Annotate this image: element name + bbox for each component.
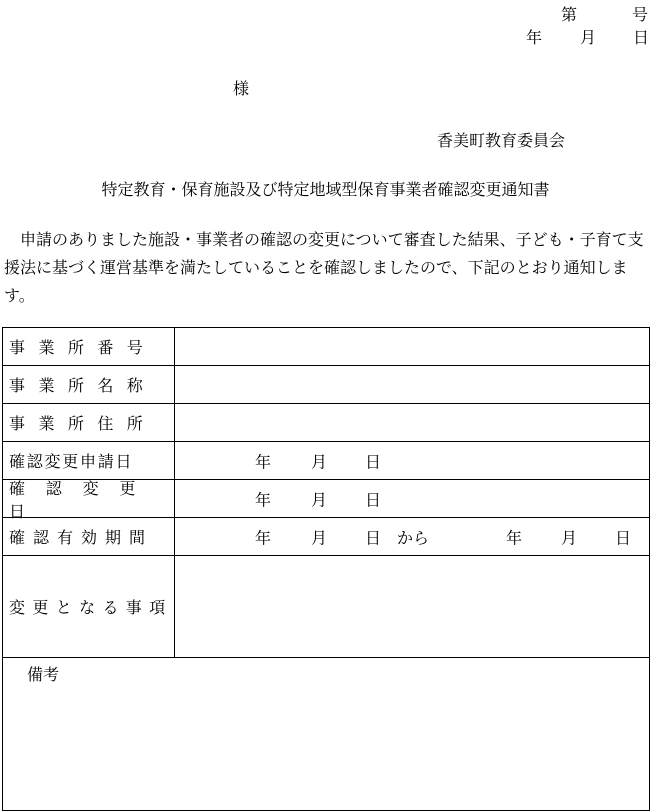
date-month: 月 xyxy=(580,28,597,47)
row-changed-items xyxy=(3,556,649,658)
from-label: から xyxy=(397,528,430,547)
number-dai: 第 xyxy=(561,5,578,24)
value-changed-items xyxy=(175,556,649,657)
issuer: 香美町教育委員会 xyxy=(437,131,566,150)
document-title: 特定教育・保育施設及び特定地域型保育事業者確認変更通知書 xyxy=(101,180,550,199)
row-application-date xyxy=(3,442,649,480)
value-validity-period xyxy=(175,518,649,555)
value-office-number xyxy=(175,328,649,365)
month-label: 月 xyxy=(561,528,578,547)
value-office-address xyxy=(175,404,649,441)
day-label: 日 xyxy=(365,452,382,471)
number-go: 号 xyxy=(632,5,649,24)
label-changed-items: 変更となる事項 xyxy=(3,556,175,657)
body-text: 申請のありました施設・事業者の確認の変更について審査した結果、子ども・子育て支援法に基づく運営基準を満たしていることを確認しましたので、下記のとおり通知します。 xyxy=(4,230,644,305)
day-label: 日 xyxy=(365,490,382,509)
day-label: 日 xyxy=(615,528,632,547)
label-validity-period: 確認有効期間 xyxy=(3,518,175,555)
value-application-date xyxy=(175,442,649,479)
label-change-date: 確認変更日 xyxy=(3,480,175,517)
label-office-number: 事業所番号 xyxy=(3,328,175,365)
row-office-address xyxy=(3,404,649,442)
date-year: 年 xyxy=(526,28,543,47)
remarks-label: 備考 xyxy=(27,665,60,684)
row-change-date xyxy=(3,478,649,521)
addressee-suffix: 様 xyxy=(233,79,250,98)
confirmation-table xyxy=(2,327,650,811)
date-day: 日 xyxy=(633,28,650,47)
year-label: 年 xyxy=(255,528,272,547)
label-application-date: 確認変更申請日 xyxy=(3,442,175,479)
day-label: 日 xyxy=(365,528,382,547)
year-label: 年 xyxy=(255,452,272,471)
month-label: 月 xyxy=(311,528,328,547)
label-office-address: 事業所住所 xyxy=(3,404,175,441)
row-office-number xyxy=(3,328,649,366)
year-label: 年 xyxy=(255,490,272,509)
year-label: 年 xyxy=(506,528,523,547)
value-change-date xyxy=(175,480,649,517)
row-office-name xyxy=(3,366,649,404)
month-label: 月 xyxy=(311,490,328,509)
month-label: 月 xyxy=(311,452,328,471)
row-validity-period xyxy=(3,518,649,556)
value-office-name xyxy=(175,366,649,403)
label-office-name: 事業所名称 xyxy=(3,366,175,403)
